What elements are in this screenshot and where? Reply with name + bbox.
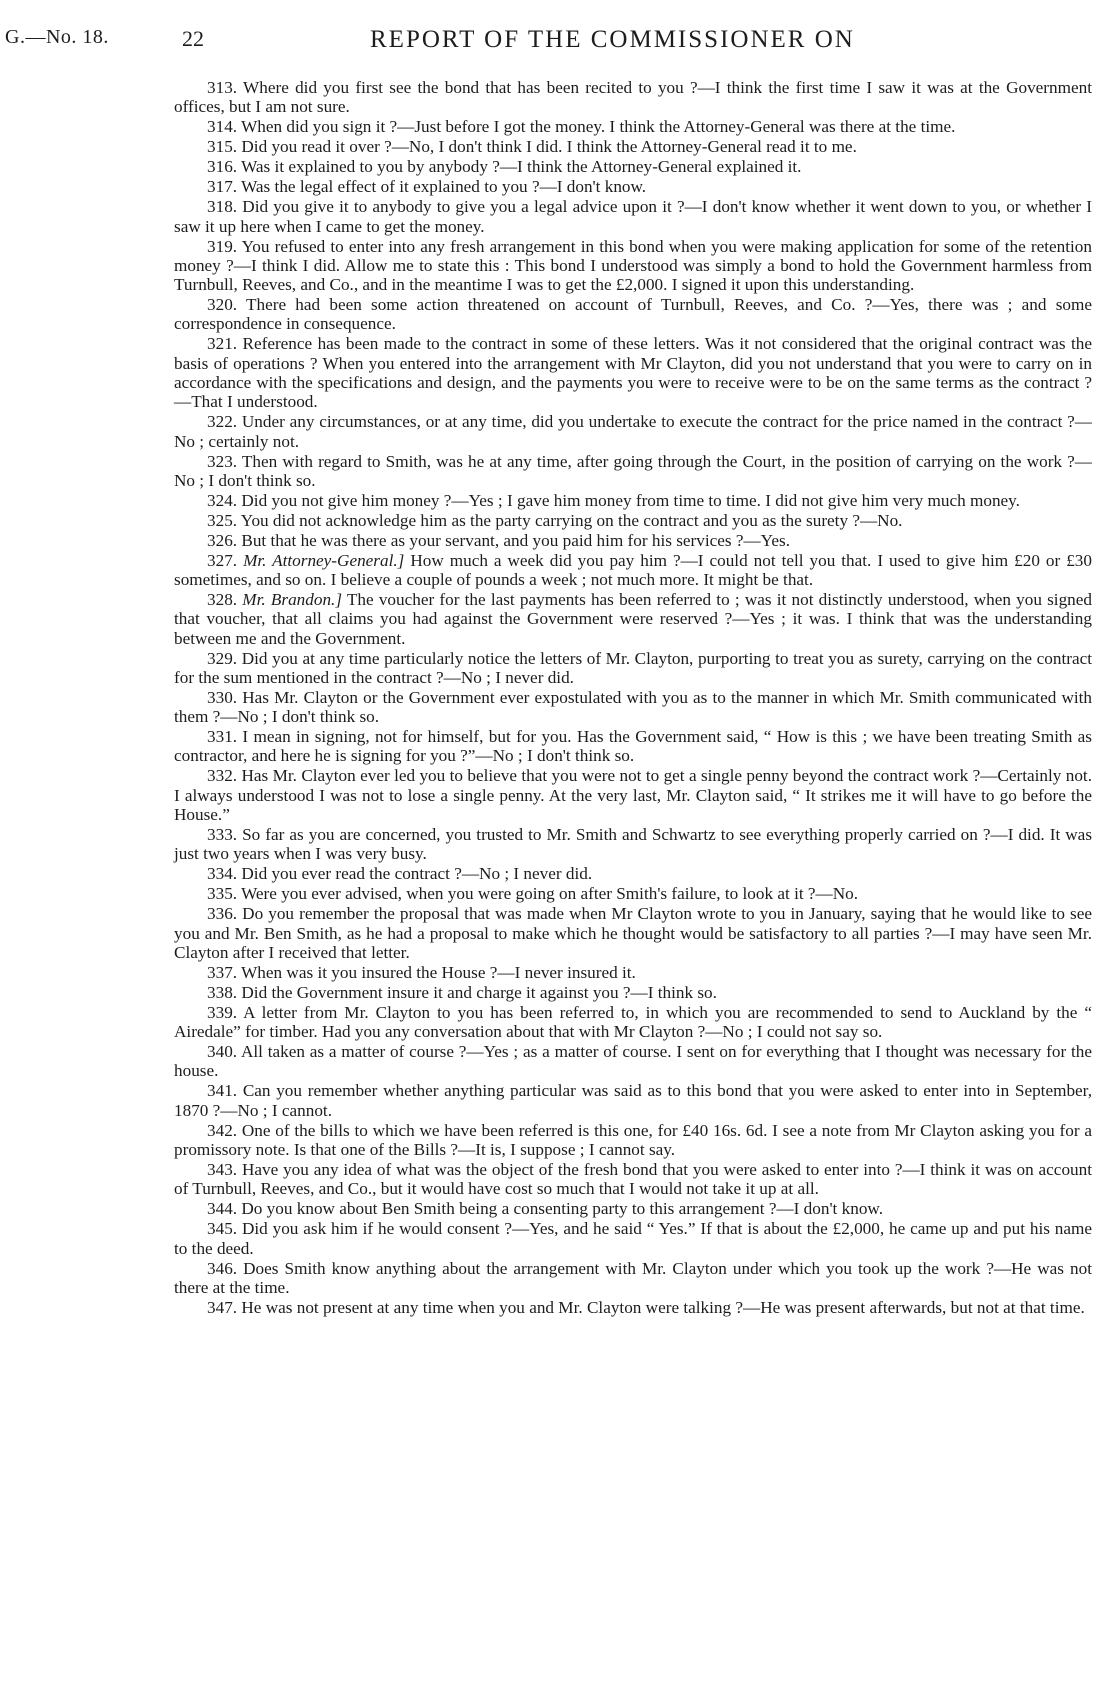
- entry-number: 334.: [207, 864, 238, 884]
- page-number: 22: [182, 26, 204, 51]
- entry-number: 320.: [207, 295, 238, 315]
- entry-text: Has Mr. Clayton ever led you to believe that you were not to get a single penny beyond the contract work ?—Certainly not. I always understood I was not to lose a single penny. At the very last, Mr. Clayton said, “ It strikes me it will have to go before the House.”: [174, 766, 1093, 825]
- question-answer-entry: [174, 197, 1092, 236]
- question-answer-entry: [174, 1219, 1092, 1258]
- question-answer-entry: [174, 137, 1092, 156]
- question-answer-entry: [174, 177, 1092, 196]
- document-reference: G.—No. 18.: [5, 26, 109, 48]
- question-answer-entry: [174, 1160, 1092, 1199]
- entry-text: You did not acknowledge him as the party carrying on the contract and you as the surety ?—No.: [240, 510, 903, 530]
- entry-number: 341.: [207, 1081, 238, 1101]
- entry-text: How much a week did you pay him ?—I could not tell you that. I used to give him £20 or £30 sometimes, and so on. I believe a couple of pounds a week ; not much more. It might be that.: [174, 550, 1092, 590]
- entry-text: Did you give it to anybody to give you a legal advice upon it ?—I don't know whether it went down to you, or whether I saw it up here when I came to get the money.: [174, 197, 1093, 236]
- entry-text: Do you remember the proposal that was made when Mr Clayton wrote to you in January, saying that he would like to see you and Mr. Ben Smith, as he had a proposal to make which he thought would be satisfactory to all parties ?—I may have seen Mr. Clayton after I received that letter.: [174, 904, 1093, 962]
- entry-number: 326.: [207, 530, 238, 550]
- entry-number: 324.: [207, 490, 238, 510]
- question-answer-entry: [174, 688, 1092, 727]
- entry-text: One of the bills to which we have been referred is this one, for £40 16s. 6d. I see a note from Mr Clayton asking you for a promissory note. Is that one of the Bills ?—It is, I suppose ; I cannot say.: [174, 1120, 1092, 1159]
- entry-number: 339.: [207, 1002, 238, 1022]
- entry-number: 331.: [207, 727, 238, 747]
- entry-text: Can you remember whether anything particular was said as to this bond that you were asked to enter into in September, 1870 ?—No ; I cannot.: [174, 1081, 1093, 1120]
- entry-number: 319.: [207, 236, 238, 256]
- page-header: [5, 22, 1114, 66]
- entry-text: You refused to enter into any fresh arrangement in this bond when you were making application for some of the retention money ?—I think I did. Allow me to state this : This bond I understood was simply a bond to hold the Government harmless from Turnbull, Reeves, and Co., and in the meantime I was to get the £2,000. I signed it upon this understanding.: [174, 236, 1092, 295]
- question-answer-entry: [174, 983, 1092, 1002]
- entry-text: Did the Government insure it and charge it against you ?—I think so.: [241, 982, 717, 1002]
- question-answer-entry: [174, 1121, 1092, 1160]
- entry-number: 329.: [207, 648, 238, 668]
- entry-number: 337.: [207, 962, 238, 982]
- running-title: REPORT OF THE COMMISSIONER ON: [370, 26, 855, 53]
- entry-text: Under any circumstances, or at any time, did you undertake to execute the contract for the price named in the contract ?—No ; certainly not.: [174, 412, 1092, 451]
- entry-number: 330.: [207, 687, 238, 707]
- question-answer-entry: [174, 452, 1092, 491]
- entry-text: Was the legal effect of it explained to you ?—I don't know.: [241, 177, 647, 197]
- question-answer-entry: [174, 531, 1092, 550]
- entry-number: 322.: [207, 412, 238, 432]
- question-answer-entry: [174, 766, 1092, 824]
- entry-number: 313.: [207, 78, 238, 97]
- entry-text: Do you know about Ben Smith being a consenting party to this arrangement ?—I don't know.: [241, 1199, 884, 1219]
- question-answer-entry: [174, 590, 1092, 648]
- entry-text: Were you ever advised, when you were going on after Smith's failure, to look at it ?—No.: [241, 884, 859, 904]
- entry-number: 315.: [207, 137, 238, 157]
- question-answer-entry: [174, 237, 1092, 295]
- question-answer-entry: [174, 157, 1092, 176]
- entry-number: 340.: [207, 1042, 238, 1062]
- entry-text: Did you ask him if he would consent ?—Yes, and he said “ Yes.” If that is about the £2,000, he came up and put his name to the deed.: [174, 1219, 1092, 1258]
- question-answer-entry: [174, 904, 1092, 962]
- entry-text: Does Smith know anything about the arrangement with Mr. Clayton under which you took up the work ?—He was not there at the time.: [174, 1258, 1092, 1297]
- entry-text: Where did you first see the bond that has been recited to you ?—I think the first time I saw it was at the Government offices, but I am not sure.: [174, 78, 1092, 117]
- entry-number: 316.: [207, 157, 238, 177]
- question-answer-entry: [174, 963, 1092, 982]
- entry-number: 347.: [207, 1297, 238, 1317]
- entry-text: Have you any idea of what was the object of the fresh bond that you were asked to enter into ?—I think it was on account of Turnbull, Reeves, and Co., but it would have cost so much that I would not take it up at all.: [174, 1159, 1092, 1199]
- question-answer-entry: [174, 727, 1092, 766]
- entry-text: All taken as a matter of course ?—Yes ; as a matter of course. I sent on for everything that I thought was necessary for the house.: [174, 1042, 1092, 1081]
- entry-text: Has Mr. Clayton or the Government ever expostulated with you as to the manner in which Mr. Smith communicated with them ?—No ; I don't think so.: [174, 687, 1092, 727]
- entry-number: 332.: [207, 766, 238, 786]
- question-answer-entry: [174, 295, 1092, 334]
- entry-number: 343.: [207, 1159, 238, 1179]
- entry-text: A letter from Mr. Clayton to you has been referred to, in which you are recommended to send to Auckland by the “ Airedale” for timber. Had you any conversation about that with Mr Clayton ?—No ; I could not say so.: [174, 1002, 1092, 1042]
- entry-number: 318.: [207, 197, 238, 217]
- entry-text: Was it explained to you by anybody ?—I think the Attorney-General explained it.: [241, 157, 802, 177]
- entry-number: 336.: [207, 904, 238, 924]
- entry-text: When was it you insured the House ?—I never insured it.: [241, 962, 636, 982]
- entry-number: 323.: [207, 451, 238, 471]
- entry-text: I mean in signing, not for himself, but for you. Has the Government said, “ How is this ; we have been treating Smith as contractor, and here he is signing for you ?”—No ; I don't think so.: [174, 727, 1092, 766]
- entry-text: Did you read it over ?—No, I don't think I did. I think the Attorney-General read it to me.: [241, 137, 857, 157]
- entry-text: The voucher for the last payments has been referred to ; was it not distinctly understood, when you signed that voucher, that all claims you had against the Government were reserved ?—Yes ; it was. I think that was the understanding between me and the Government.: [174, 590, 1092, 648]
- entry-text: Then with regard to Smith, was he at any time, after going through the Court, in the position of carrying on the work ?—No ; I don't think so.: [174, 451, 1092, 490]
- entry-number: 317.: [207, 177, 238, 197]
- entry-number: 335.: [207, 884, 238, 904]
- entry-number: 342.: [207, 1120, 238, 1140]
- entry-number: 344.: [207, 1199, 238, 1219]
- entry-text: So far as you are concerned, you trusted to Mr. Smith and Schwartz to see everything properly carried on ?—I did. It was just two years when I was very busy.: [174, 825, 1093, 864]
- question-answer-entry: [174, 825, 1092, 864]
- entry-text: But that he was there as your servant, and you paid him for his services ?—Yes.: [241, 530, 790, 550]
- question-answer-entry: [174, 884, 1092, 903]
- entry-number: 333.: [207, 825, 238, 845]
- entry-text: He was not present at any time when you and Mr. Clayton were talking ?—He was present afterwards, but not at that time.: [241, 1297, 1085, 1317]
- speaker-label: Mr. Brandon.]: [242, 590, 343, 610]
- question-answer-entry: [174, 1003, 1092, 1042]
- entry-text: When did you sign it ?—Just before I got the money. I think the Attorney-General was there at the time.: [241, 117, 956, 137]
- speaker-label: Mr. Attorney-General.]: [243, 550, 405, 570]
- question-answer-entry: [174, 412, 1092, 451]
- question-answer-entry: [174, 1259, 1092, 1298]
- question-answer-entry: [174, 1081, 1092, 1120]
- question-answer-entry: [174, 334, 1092, 411]
- entry-number: 314.: [207, 117, 238, 137]
- evidence-body: [174, 78, 1092, 1318]
- question-answer-entry: [174, 78, 1092, 117]
- entry-text: Reference has been made to the contract in some of these letters. Was it not considered that the original contract was the basis of operations ? When you entered into the arrangement with Mr Clayton, did you not understand that you were to carry on in accordance with the specifications and design, and the payments you were to receive were to be on the same terms as the contract ?—That I understood.: [174, 334, 1092, 412]
- question-answer-entry: [174, 117, 1092, 136]
- entry-text: Did you not give him money ?—Yes ; I gave him money from time to time. I did not give him very much money.: [241, 490, 1020, 510]
- question-answer-entry: [174, 491, 1092, 510]
- question-answer-entry: [174, 649, 1092, 688]
- question-answer-entry: [174, 1042, 1092, 1081]
- entry-number: 325.: [207, 510, 238, 530]
- entry-number: 345.: [207, 1219, 238, 1239]
- entry-text: There had been some action threatened on account of Turnbull, Reeves, and Co. ?—Yes, there was ; and some correspondence in consequence.: [174, 295, 1092, 334]
- entry-text: Did you at any time particularly notice the letters of Mr. Clayton, purporting to treat you as surety, carrying on the contract for the sum mentioned in the contract ?—No ; I never did.: [174, 648, 1093, 687]
- entry-number: 328.: [207, 590, 238, 610]
- question-answer-entry: [174, 1298, 1092, 1317]
- question-answer-entry: [174, 511, 1092, 530]
- entry-number: 327.: [207, 550, 238, 570]
- entry-number: 338.: [207, 982, 238, 1002]
- question-answer-entry: [174, 1199, 1092, 1218]
- question-answer-entry: [174, 864, 1092, 883]
- question-answer-entry: [174, 551, 1092, 590]
- entry-number: 321.: [207, 334, 238, 354]
- entry-text: Did you ever read the contract ?—No ; I never did.: [241, 864, 593, 884]
- entry-number: 346.: [207, 1258, 238, 1278]
